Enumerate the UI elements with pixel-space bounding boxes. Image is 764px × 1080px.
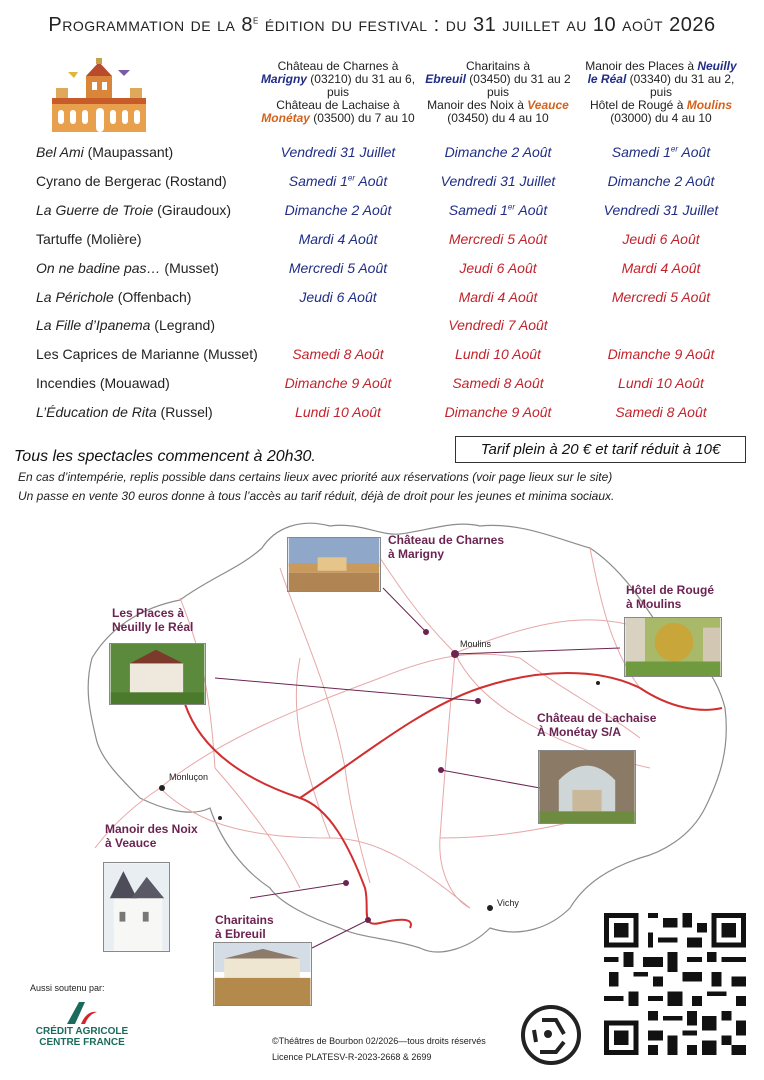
date-cell: Dimanche 9 Août — [607, 346, 715, 363]
program-row — [0, 231, 764, 251]
qr-code[interactable] — [604, 913, 746, 1055]
copyright: ©Théâtres de Bourbon 02/2026—tous droits réservés Licence PLATESV-R-2023-2668 & 2699 — [272, 1036, 486, 1062]
program-row — [0, 202, 764, 222]
label-rouge: Hôtel de Rougé à Moulins — [626, 583, 715, 611]
date-cell: Vendredi 31 Juillet — [280, 144, 396, 160]
label-lachaise: Château de Lachaise À Monétay S/A — [537, 711, 657, 739]
date-cell: Mardi 4 Août — [298, 230, 378, 247]
pass-note: Un passe en vente 30 euros donne à tous l’accès au tarif réduit, déjà de droit pour les jeunes et minima sociaux. — [18, 489, 615, 503]
photo-lachaise — [538, 750, 636, 824]
label-charitains: Charitains à Ebreuil — [215, 913, 274, 941]
date-cell: Mardi 4 Août — [458, 288, 538, 305]
date-cell: Lundi 10 Août — [618, 375, 704, 392]
program-row — [0, 289, 764, 309]
photo-noix — [103, 862, 170, 952]
show-title: Incendies (Mouawad) — [36, 375, 170, 392]
date-cell: Dimanche 2 Août — [607, 172, 715, 189]
program-row — [0, 375, 764, 395]
program-row — [0, 260, 764, 280]
date-cell: Mercredi 5 Août — [288, 259, 388, 276]
show-title: Bel Ami (Maupassant) — [36, 144, 174, 160]
program-row — [0, 144, 764, 164]
date-cell: Jeudi 6 Août — [299, 288, 377, 305]
venue-header-1: Château de Charnes à Marigny (03210) du 31 au 6, puis Château de Lachaise à Monétay (03500) du 7 au 10 — [260, 59, 416, 125]
page-title: Programmation de la 8e édition du festival : du 31 juillet au 10 août 2026 — [48, 14, 716, 36]
support-label: Aussi soutenu par: — [30, 983, 105, 993]
photo-charitains — [213, 942, 312, 1006]
date-cell: Dimanche 9 Août — [284, 375, 392, 392]
recycle-icon — [520, 1004, 582, 1066]
date-cell: Dimanche 9 Août — [444, 404, 552, 421]
date-cell: Mercredi 5 Août — [611, 288, 711, 305]
date-cell: Vendredi 7 Août — [448, 317, 548, 334]
show-title: La Périchole (Offenbach) — [36, 288, 192, 305]
date-cell: Mardi 4 Août — [621, 259, 701, 276]
venue-header-2: Charitains à Ebreuil (03450) du 31 au 2 puis Manoir des Noix à Veauce (03450) du 4 au 10 — [425, 59, 571, 125]
date-cell: Mercredi 5 Août — [448, 230, 548, 247]
date-cell: Lundi 10 Août — [455, 346, 541, 363]
label-charnes: Château de Charnes à Marigny — [388, 533, 505, 561]
venue-header-3: Manoir des Places à Neuilly le Réal (03340) du 31 au 2, puis Hôtel de Rougé à Moulins (03000) du 4 au 10 — [585, 59, 737, 125]
start-time-note: Tous les spectacles commencent à 20h30. — [14, 448, 316, 465]
show-title: On ne badine pas… (Musset) — [36, 259, 219, 276]
label-places: Les Places à Neuilly le Réal — [112, 606, 194, 634]
date-cell: Dimanche 2 Août — [284, 201, 392, 218]
town-moulins: Moulins — [460, 639, 492, 649]
photo-charnes — [287, 537, 381, 592]
town-vichy: Vichy — [497, 898, 519, 908]
date-cell: Samedi 8 Août — [615, 404, 707, 421]
show-title: Tartuffe (Molière) — [36, 230, 142, 247]
tarif-box: Tarif plein à 20 € et tarif réduit à 10€ — [455, 436, 746, 463]
date-cell: Samedi 1er Août — [288, 172, 388, 189]
festival-castle-logo — [44, 58, 154, 134]
program-row — [0, 346, 764, 366]
date-cell: Lundi 10 Août — [295, 404, 381, 421]
highway-route-east — [300, 673, 722, 798]
program-row — [0, 317, 764, 337]
program-row — [0, 173, 764, 193]
weather-note: En cas d’intempérie, replis possible dans certains lieux avec priorité aux réservations (voir page lieux sur le site) — [18, 470, 613, 484]
show-title: La Guerre de Troie (Giraudoux) — [36, 201, 232, 218]
photo-rouge — [624, 617, 722, 677]
show-title: L’Éducation de Rita (Russel) — [36, 404, 213, 421]
photo-places — [109, 643, 206, 705]
date-cell: Dimanche 2 Août — [444, 144, 552, 160]
date-cell: Jeudi 6 Août — [459, 259, 537, 276]
show-title: Cyrano de Bergerac (Rostand) — [36, 172, 227, 189]
date-cell: Vendredi 31 Juillet — [603, 201, 719, 218]
credit-agricole-icon — [65, 1000, 99, 1026]
date-cell: Samedi 1er Août — [611, 144, 711, 160]
highway-route — [185, 704, 411, 928]
date-cell: Jeudi 6 Août — [622, 230, 700, 247]
date-cell: Samedi 8 Août — [452, 375, 544, 392]
date-cell: Samedi 1er Août — [448, 201, 548, 218]
date-cell: Samedi 8 Août — [292, 346, 384, 363]
town-montlucon: Monluçon — [169, 772, 209, 782]
credit-agricole-logo: CRÉDIT AGRICOLE CENTRE FRANCE — [22, 1000, 142, 1055]
show-title: La Fille d’Ipanema (Legrand) — [36, 317, 215, 334]
show-title: Les Caprices de Marianne (Musset) — [36, 346, 258, 363]
label-noix: Manoir des Noix à Veauce — [105, 822, 198, 850]
program-row — [0, 404, 764, 424]
date-cell: Vendredi 31 Juillet — [440, 172, 556, 189]
